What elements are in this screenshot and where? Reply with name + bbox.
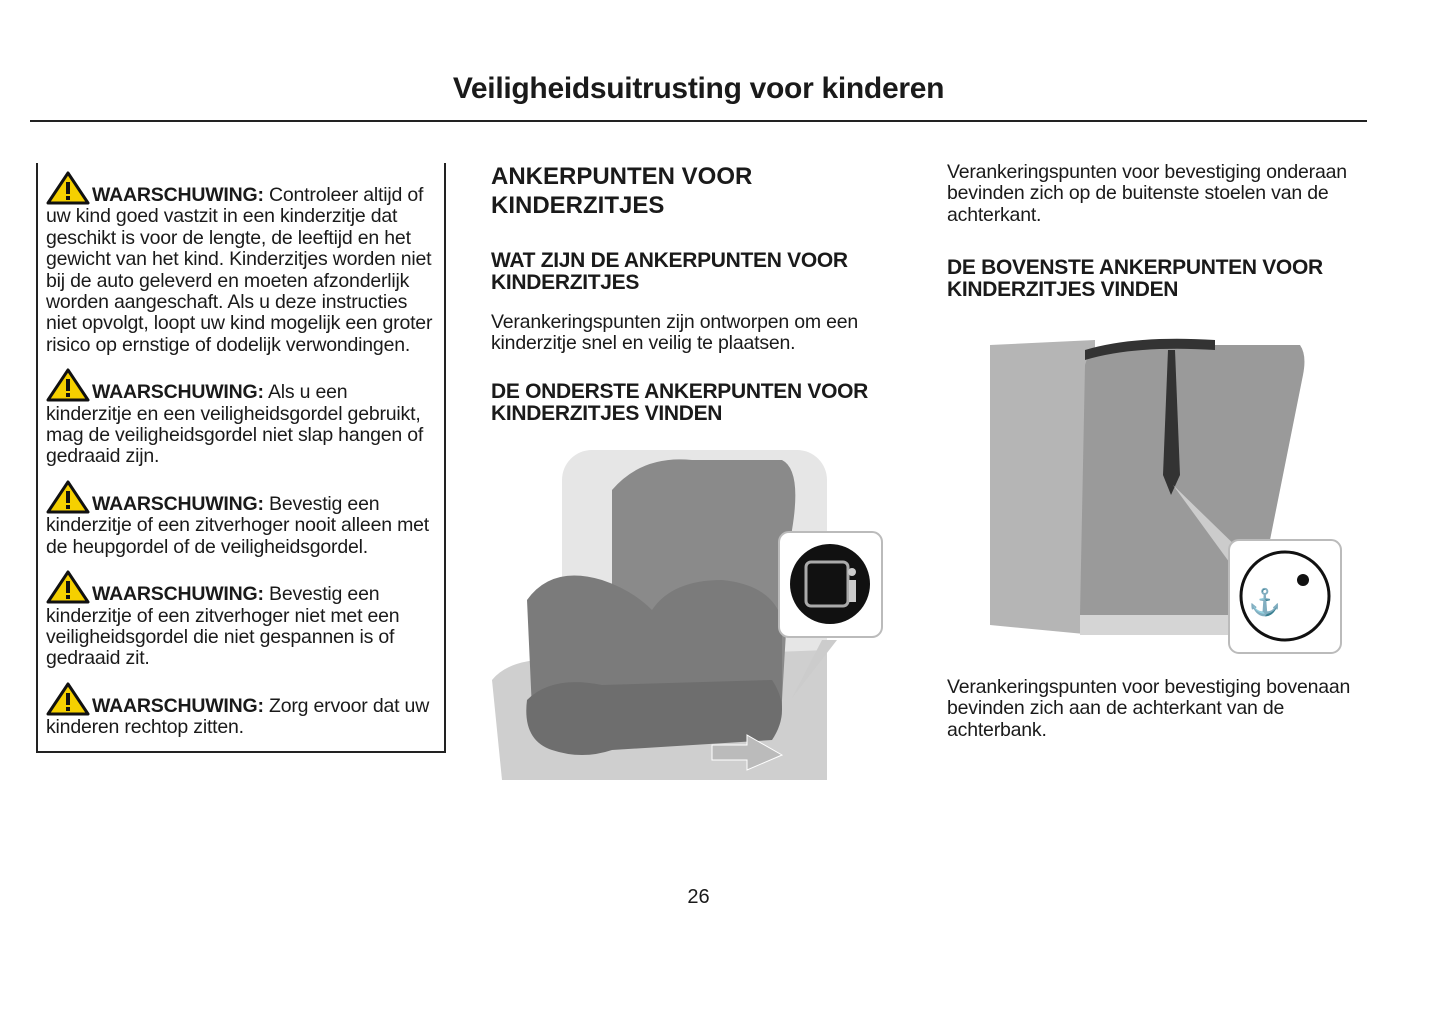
warning-text: Bevestig een kinderzitje of een zitverhoger nooit alleen met de heupgordel of de veiligheidsgordel. (46, 492, 429, 558)
subheading-lower: DE ONDERSTE ANKERPUNTEN VOOR KINDERZITJES VINDEN (491, 379, 869, 425)
warning-text: Als u een kinderzitje en een veiligheidsgordel gebruikt, mag de veiligheidsgordel niet slap hangen of gedraaid zijn. (46, 381, 424, 468)
paragraph-what: Verankeringspunten zijn ontworpen om een kinderzitje snel en veilig te plaatsen. (491, 311, 859, 355)
header-rule (30, 120, 1367, 122)
svg-text:⚓: ⚓ (1248, 587, 1282, 617)
warning-item (46, 682, 438, 739)
subheading-what: WAT ZIJN DE ANKERPUNTEN VOOR KINDERZITJES (491, 249, 848, 294)
warning-label: WAARSCHUWING: (92, 492, 264, 515)
page-title: Veiligheidsuitrusting voor kinderen (452, 72, 945, 105)
warning-item (46, 171, 438, 356)
paragraph-upper-location: Verankeringspunten voor bevestiging bovenaan bevinden zich aan de achterkant van de achterbank. (947, 676, 1351, 741)
warning-label: WAARSCHUWING: (92, 583, 264, 606)
middle-column (491, 162, 911, 425)
paragraph-lower-location: Verankeringspunten voor bevestiging onderaan bevinden zich op de buitenste stoelen van de achterkant. (947, 161, 1347, 226)
warning-triangle-icon (46, 682, 90, 716)
warning-label: WAARSCHUWING: (92, 694, 264, 717)
subheading-upper: DE BOVENSTE ANKERPUNTEN VOOR KINDERZITJES VINDEN (947, 256, 1323, 302)
section-heading: ANKERPUNTEN VOOR KINDERZITJES (491, 163, 753, 219)
warning-triangle-icon (46, 368, 90, 402)
page-number: 26 (687, 886, 710, 908)
warning-text: Bevestig een kinderzitje of een zitverhoger niet met een veiligheidsgordel die niet gespannen is of gedraaid zit. (46, 583, 400, 670)
warning-item (46, 570, 438, 670)
warning-text: Zorg ervoor dat uw kinderen rechtop zitten. (46, 694, 430, 739)
warning-item (46, 480, 438, 558)
lower-anchor-illustration (492, 450, 887, 790)
right-column (947, 162, 1367, 301)
warning-triangle-icon (46, 480, 90, 514)
warning-box (36, 163, 446, 753)
warning-text: Controleer altijd of uw kind goed vastzit in een kinderzitje dat geschikt is voor de lengte, de leeftijd en het gewicht van het kind. Kinderzitjes worden niet bij de auto geleverd en moeten afzonderlijk worden aangeschaft. Als u deze instructies niet opvolgt, loopt uw kind mogelijk een groter risico op ernstige of dodelijk verwondingen. (46, 184, 433, 356)
warning-triangle-icon (46, 171, 90, 205)
warning-item (46, 368, 438, 468)
upper-anchor-illustration (985, 335, 1345, 660)
right-column-bottom (947, 677, 1367, 741)
warning-triangle-icon (46, 570, 90, 604)
warning-label: WAARSCHUWING: (92, 381, 264, 404)
warning-label: WAARSCHUWING: (92, 184, 264, 206)
isofix-icon (790, 544, 870, 624)
